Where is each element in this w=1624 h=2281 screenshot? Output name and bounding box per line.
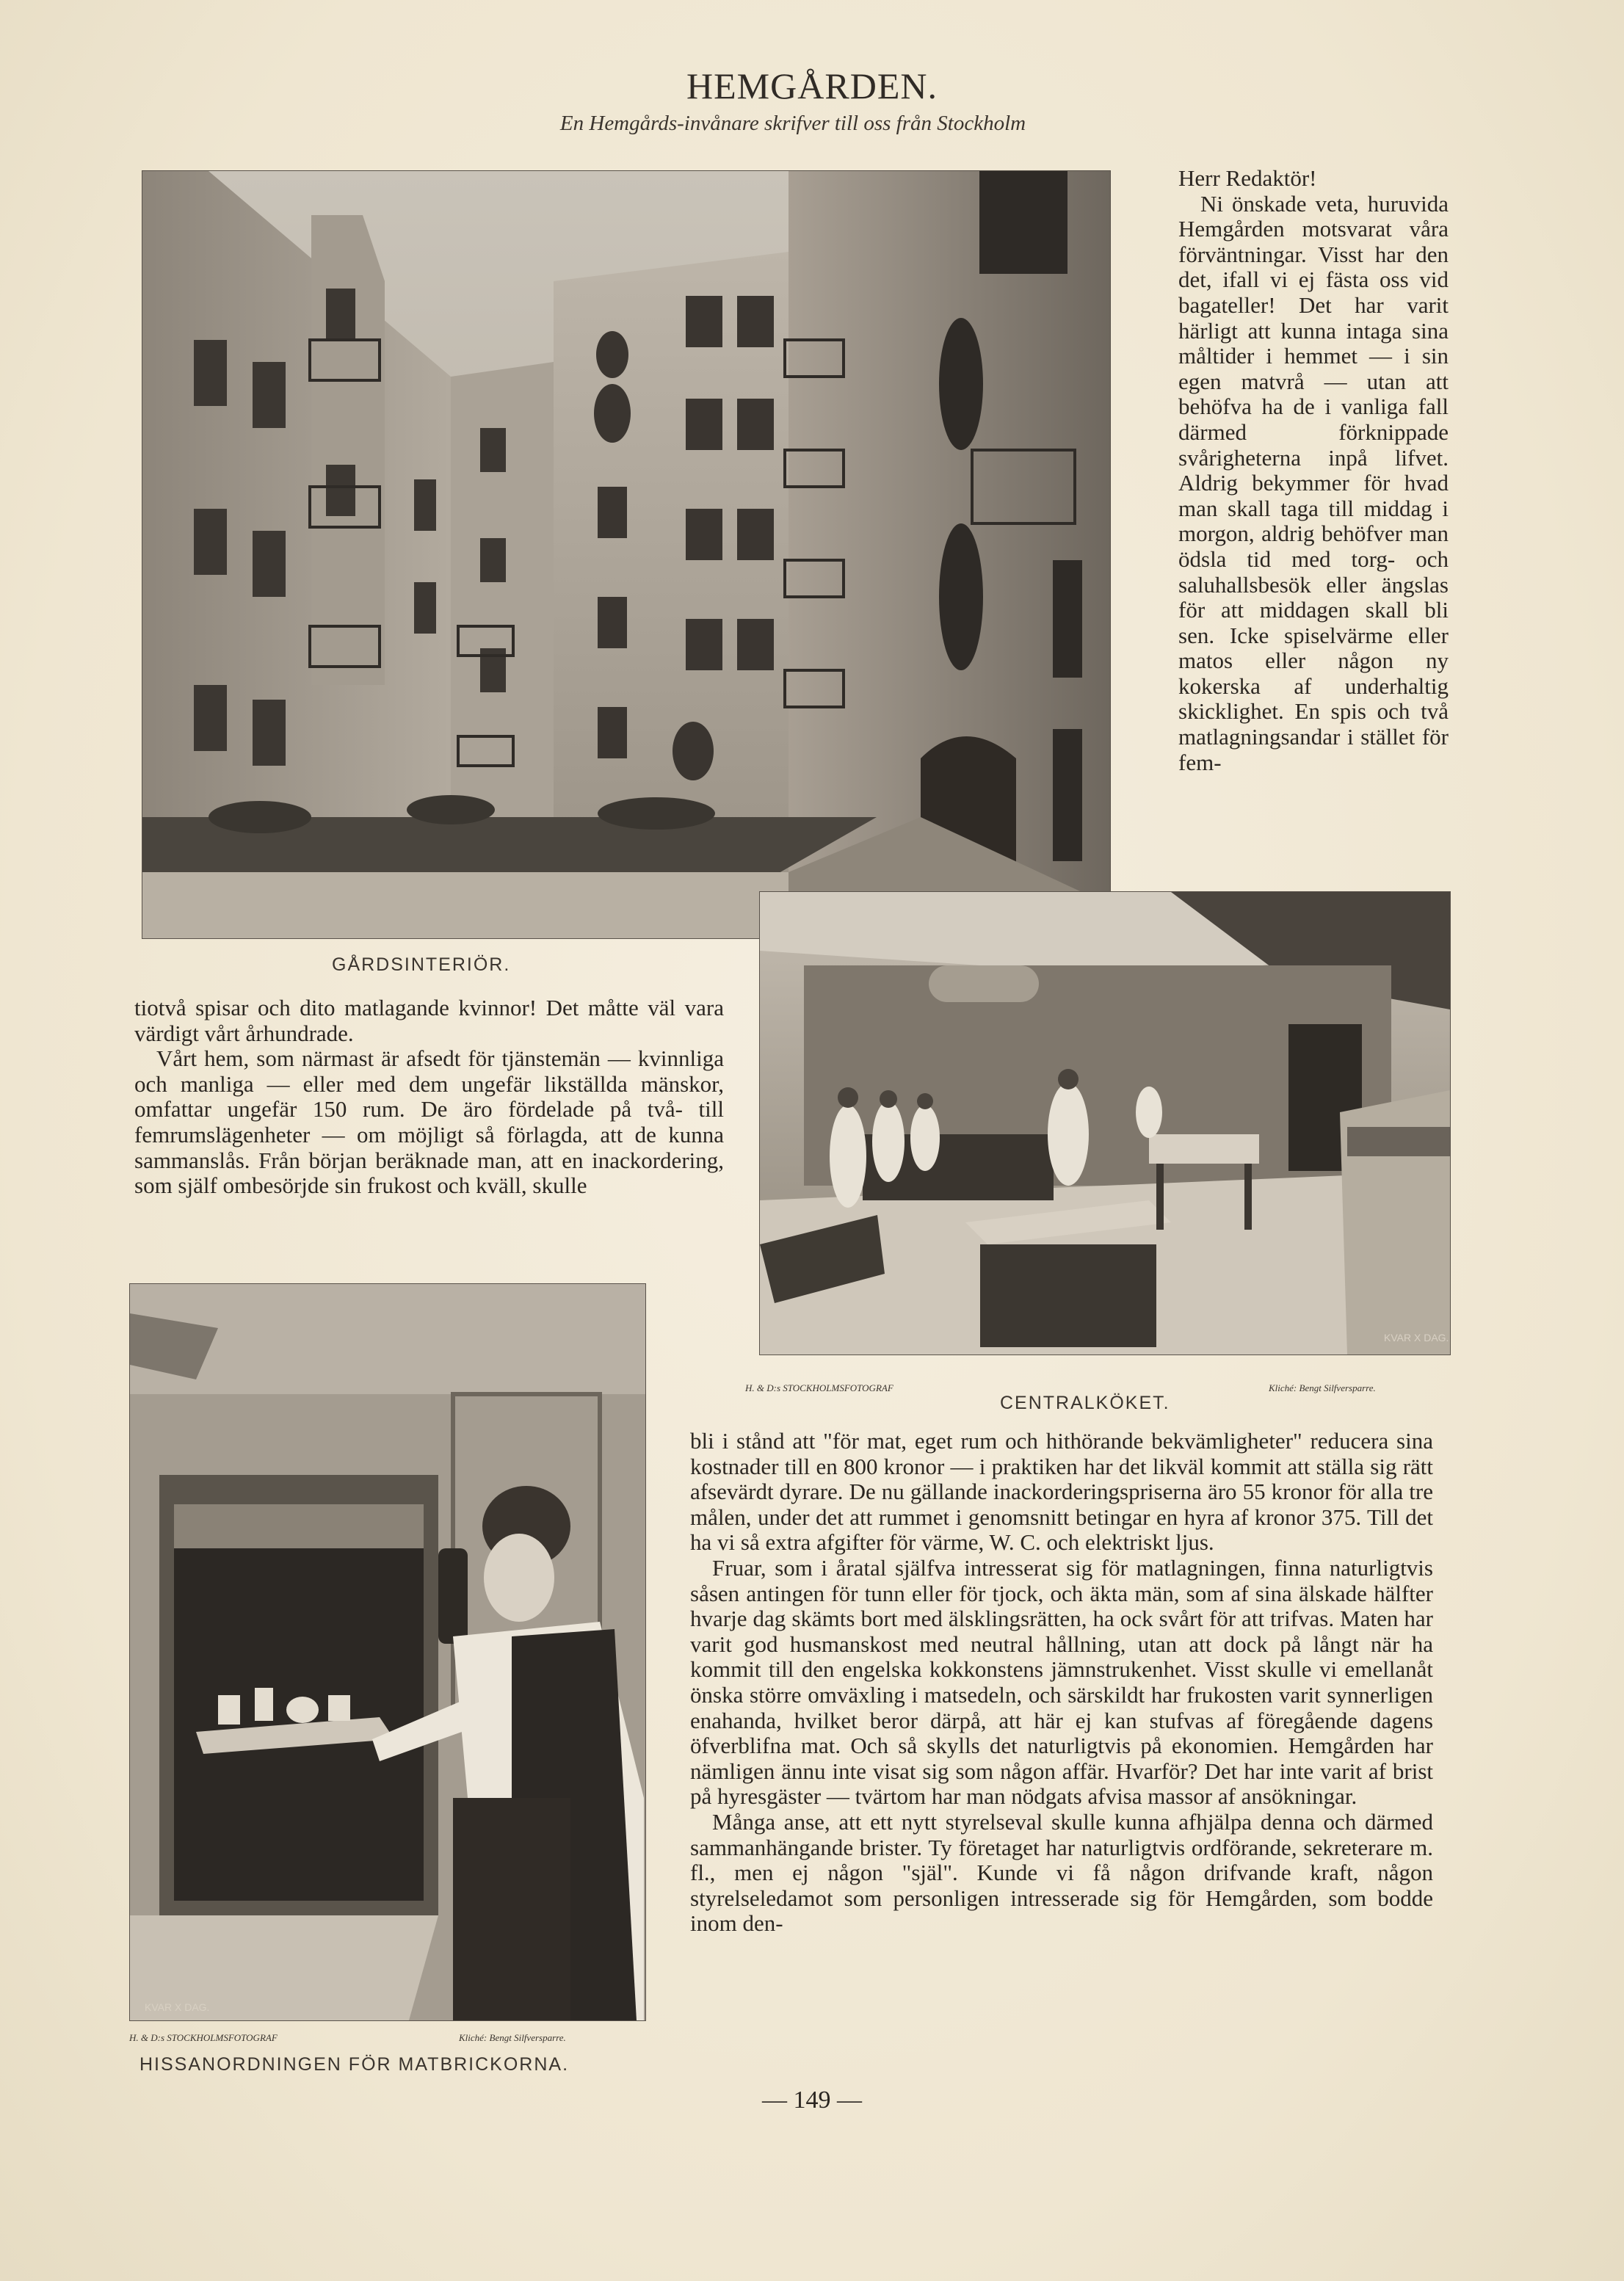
kitchen-credit-right: Kliché: Bengt Silfversparre. (1269, 1382, 1376, 1393)
page-title: HEMGÅRDEN. (686, 65, 938, 106)
lift-illustration (130, 1284, 645, 2020)
kitchen-caption: CENTRALKÖKET. (1000, 1393, 1170, 1413)
article-column-top-right (1178, 166, 1449, 775)
courtyard-illustration (142, 171, 1110, 938)
paragraph: Ni önskade veta, huruvida Hemgården motsvarat våra förväntningar. Visst har den det, ifall vi ej fästa oss vid bagateller! Det har varit härligt att kunna intaga sina måltider i hemmet — i sin egen matvrå — utan att behöfva ha de i vanliga fall därmed förknippade svårigheterna inpå lifvet. Aldrig bekymmer för hvad man skall taga till middag i morgon, aldrig behöfver man ödsla tid med torg- och saluhallsbesök eller ängslas för att middagen skall bli sen. Icke spiselvärme eller matos eller någon ny kokerska af underhaltig skicklighet. En spis och två matlagningsandar i stället för fem- (1178, 190, 1449, 775)
kitchen-photo (759, 891, 1451, 1355)
lift-credit-left: H. & D:s STOCKHOLMSFOTOGRAF (129, 2032, 278, 2043)
paragraph: Många anse, att ett nytt styrelseval skulle kunna afhjälpa denna och därmed sammanhängande brister. Ty företaget har naturligtvis ordförande, sekreterare m. fl., men ej någon "själ". Kunde vi få någon drifvande kraft, någon styrelseledamot som personligen intresserade sig för Hemgården, som bodde inom den- (690, 1808, 1433, 1937)
paragraph: tiotvå spisar och dito matlagande kvinnor! Det måtte väl vara värdigt vårt århundrade. (134, 995, 724, 1046)
lift-photo (129, 1283, 646, 2021)
kitchen-illustration (760, 892, 1450, 1355)
courtyard-photo (142, 170, 1111, 939)
article-column-bottom-right (690, 1429, 1433, 1937)
lift-corner-mark: KVAR X DAG. (145, 2001, 210, 2013)
page-number: — 149 — (762, 2086, 862, 2114)
paragraph: bli i stånd att "för mat, eget rum och hithörande bekvämligheter" reducera sina kostnader till en 800 kronor — i praktiken har det likväl kommit att ställa sig rätt afsevärdt dyrare. De nu gällande inackorderingspriserna äro 55 kronor för alla tre målen, under det att rummet i genomsnitt betingar en hyra af kronor 375. Till det ha vi så extra afgifter för värme, W. C. och elektriskt ljus. (690, 1428, 1433, 1556)
courtyard-caption: GÅRDSINTERIÖR. (332, 954, 511, 975)
paragraph: Fruar, som i åratal själfva intresserat sig för matlagningen, finna naturligtvis såsen antingen för tunn eller för tjock, och äkta män, som af sina älskade hälfter hvarje dag skämts bort med älsklingsrätten, ha ock svårt för att trifvas. Maten har varit god husmanskost med neutral hållning, utan att dock på långt när ha kommit till den engelska kokkonstens jämnstrukenhet. Visst skulle vi emellanåt önska större omväxling i matsedeln, och särskildt har frukosten varit synnerligen enahanda, hvilket beror därpå, att här ej kan stufvas af föregående dagens öfverblifna mat. Och så skylls det naturligtvis på ekonomien. Hemgården har nämligen ännu inte visat sig som någon affär. Hvarför? Det har inte varit af brist på hyresgäster — tvärtom har man nödgats afvisa massor af ansökningar. (690, 1554, 1433, 1810)
lift-caption: HISSANORDNINGEN FÖR MATBRICKORNA. (139, 2054, 570, 2075)
article-column-middle-left (134, 996, 724, 1199)
kitchen-credit-left: H. & D:s STOCKHOLMSFOTOGRAF (745, 1382, 893, 1393)
paragraph: Vårt hem, som närmast är afsedt för tjänstemän — kvinnliga och manliga — eller med dem ungefär likställda mänskor, omfattar ungefär 150 rum. De äro fördelade på två- till femrumslägenheter — om möjligt så förlagda, att de kunna sammanslås. Från början beräknade man, att en inackordering, som själf ombesörjde sin frukost och kväll, skulle (134, 1045, 724, 1199)
kitchen-corner-mark: KVAR X DAG. (1384, 1332, 1449, 1343)
lift-credit-right: Kliché: Bengt Silfversparre. (459, 2032, 566, 2043)
salutation: Herr Redaktör! (1178, 165, 1317, 191)
page-subtitle: En Hemgårds-invånare skrifver till oss från Stockholm (559, 112, 1026, 135)
